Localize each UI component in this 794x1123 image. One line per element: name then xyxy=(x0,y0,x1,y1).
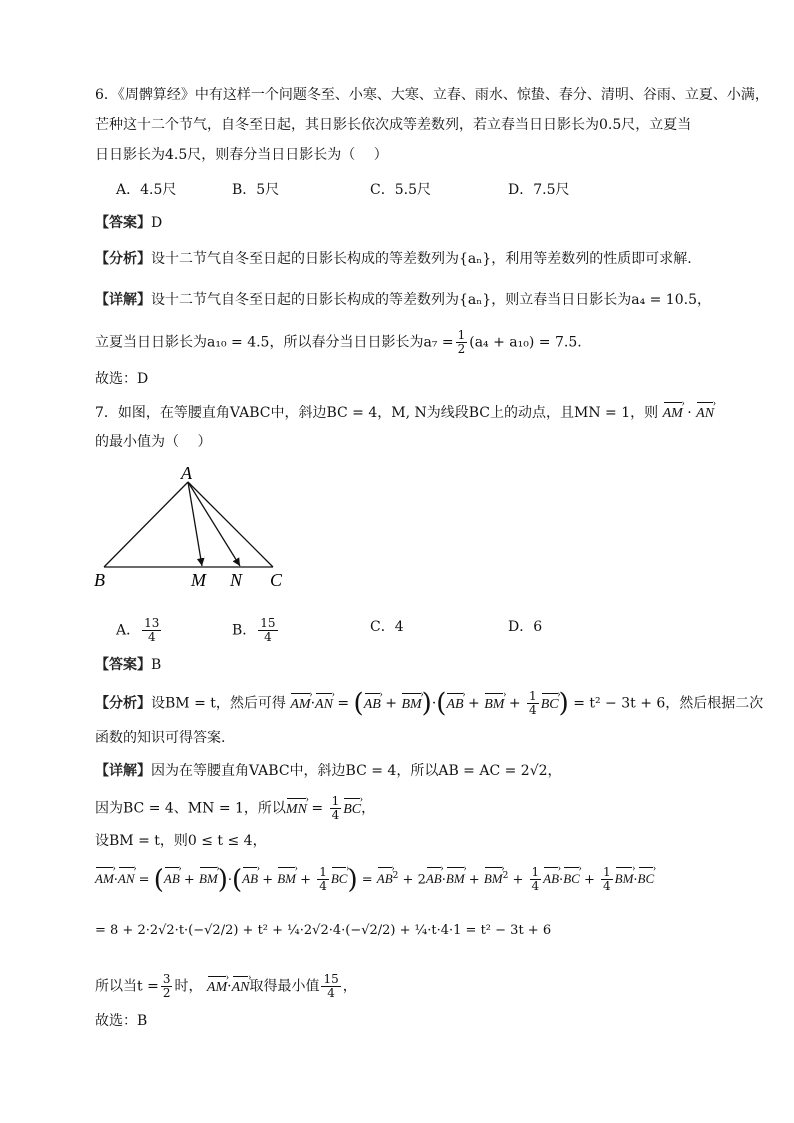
triangle-figure xyxy=(90,462,300,592)
q6-detail-line-2 xyxy=(95,329,582,356)
fraction-half: $\frac{1}{2}$ xyxy=(457,328,466,356)
answer-tag: 【答案】 xyxy=(95,215,151,231)
q7-conclusion: 故选：B xyxy=(95,1013,148,1029)
analysis-tag: 【分析】 xyxy=(95,695,151,712)
q7-detail-line-5: = 8 + 2·2√2·t·(−√2/2) + t² + ¼·2√2·4·(−√2/2) + ¼·t·4·1 = t² − 3t + 6 xyxy=(95,923,552,938)
q6-detail-line-1 xyxy=(95,290,711,310)
detail-text: (a₄ + a₁₀) = 7.5. xyxy=(469,334,582,351)
q6-answer xyxy=(95,213,162,233)
q6-stem-line-1: 6．《周髀算经》中有这样一个问题冬至、小寒、大寒、立春、雨水、惊蛰、春分、清明、谷雨、立夏、小满， xyxy=(95,87,769,103)
q7-option-a: A． $\frac{13}{4}$ xyxy=(116,616,160,644)
label-c: C xyxy=(270,570,283,590)
label-n: N xyxy=(230,570,243,590)
q7-stem-line-2: 的最小值为（ ） xyxy=(95,434,212,450)
label-m: M xyxy=(191,570,206,590)
q7-detail-line-2: 因为BC = 4、MN = 1，所以MN › = $\frac{1}{4}$ BC ›， xyxy=(95,795,375,822)
label-a: A xyxy=(181,463,192,483)
stem-text: 7．如图，在等腰直角 xyxy=(95,405,230,421)
detail-tag: 【详解】 xyxy=(95,292,151,308)
q7-analysis-line-1: 【分析】设BM = t，然后可得 AM ›·AN › = (AB › + BM ›)·(AB › + BM › + $\frac{1}{4}$ BC ›) = t² − 3t + 6，然后根据二次 xyxy=(95,690,763,717)
q7-analysis-line-2: 函数的知识可得答案. xyxy=(95,730,226,746)
q7-detail-line-4: AM ›·AN › = (AB › + BM ›)·(AB › + BM › + $\frac{1}{4}$ BC ›) = AB ›$^2$ + 2AB ›·BM › + BM ›$^2$ + $\frac{1}{4}$ AB ›·BC › + $\frac{1}{4}$ BM ›·BC › xyxy=(95,866,654,893)
q6-stem-line-3: 日日影长为4.5尺，则春分当日日影长为（ ） xyxy=(95,147,388,163)
q6-conclusion: 故选：D xyxy=(95,371,149,387)
side-ab xyxy=(104,482,188,567)
detail-text: 设十二节气自冬至日起的日影长构成的等差数列为{aₙ}，则立春当日日影长为a₄ = 10.5， xyxy=(151,292,711,308)
detail-text: 立夏当日日影长为a₁₀ = 4.5，所以春分当日日影长为a₇ = xyxy=(95,334,454,351)
q6-option-d: D．7.5尺 xyxy=(508,182,570,198)
stem-text: VABC中，斜边BC = 4，M, N为线段BC上的动点，且MN = 1，则 xyxy=(229,405,659,421)
dot-product: AM › · AN › xyxy=(663,405,714,421)
vector-an xyxy=(188,482,240,566)
detail-tag: 【详解】 xyxy=(95,763,151,779)
q7-option-d: D．6 xyxy=(508,619,543,635)
q7-stem-line-1 xyxy=(95,403,714,424)
fraction: $\frac{15}{4}$ xyxy=(260,616,276,644)
q7-detail-line-1: 【详解】因为在等腰直角VABC中，斜边BC = 4，所以AB = AC = 2√2， xyxy=(95,763,562,779)
q6-option-a: A．4.5尺 xyxy=(116,182,177,198)
q6-option-c: C．5.5尺 xyxy=(370,182,431,198)
q7-option-c: C．4 xyxy=(370,619,404,635)
q6-stem-line-2: 芒种这十二个节气，自冬至日起，其日影长依次成等差数列，若立春当日日影长为0.5尺，立夏当 xyxy=(95,117,692,133)
analysis-tag: 【分析】 xyxy=(95,251,151,267)
q6-option-b: B．5尺 xyxy=(232,182,280,198)
answer-value: B xyxy=(151,657,162,673)
q7-answer xyxy=(95,655,161,675)
q6-analysis xyxy=(95,249,692,269)
answer-value: D xyxy=(151,215,163,231)
fraction: $\frac{13}{4}$ xyxy=(144,616,160,644)
label-b: B xyxy=(94,570,105,590)
side-ac xyxy=(188,482,273,567)
q7-detail-line-6: 所以当t = $\frac{3}{2}$ 时， AM ›·AN ›取得最小值 $\frac{15}{4}$ ， xyxy=(95,973,357,1000)
q7-detail-line-3: 设BM = t，则0 ≤ t ≤ 4， xyxy=(95,833,267,849)
answer-tag: 【答案】 xyxy=(95,657,151,673)
q7-option-b: B． $\frac{15}{4}$ xyxy=(232,616,276,644)
analysis-text: 设十二节气自冬至日起的日影长构成的等差数列为{aₙ}，利用等差数列的性质即可求解. xyxy=(151,251,692,267)
